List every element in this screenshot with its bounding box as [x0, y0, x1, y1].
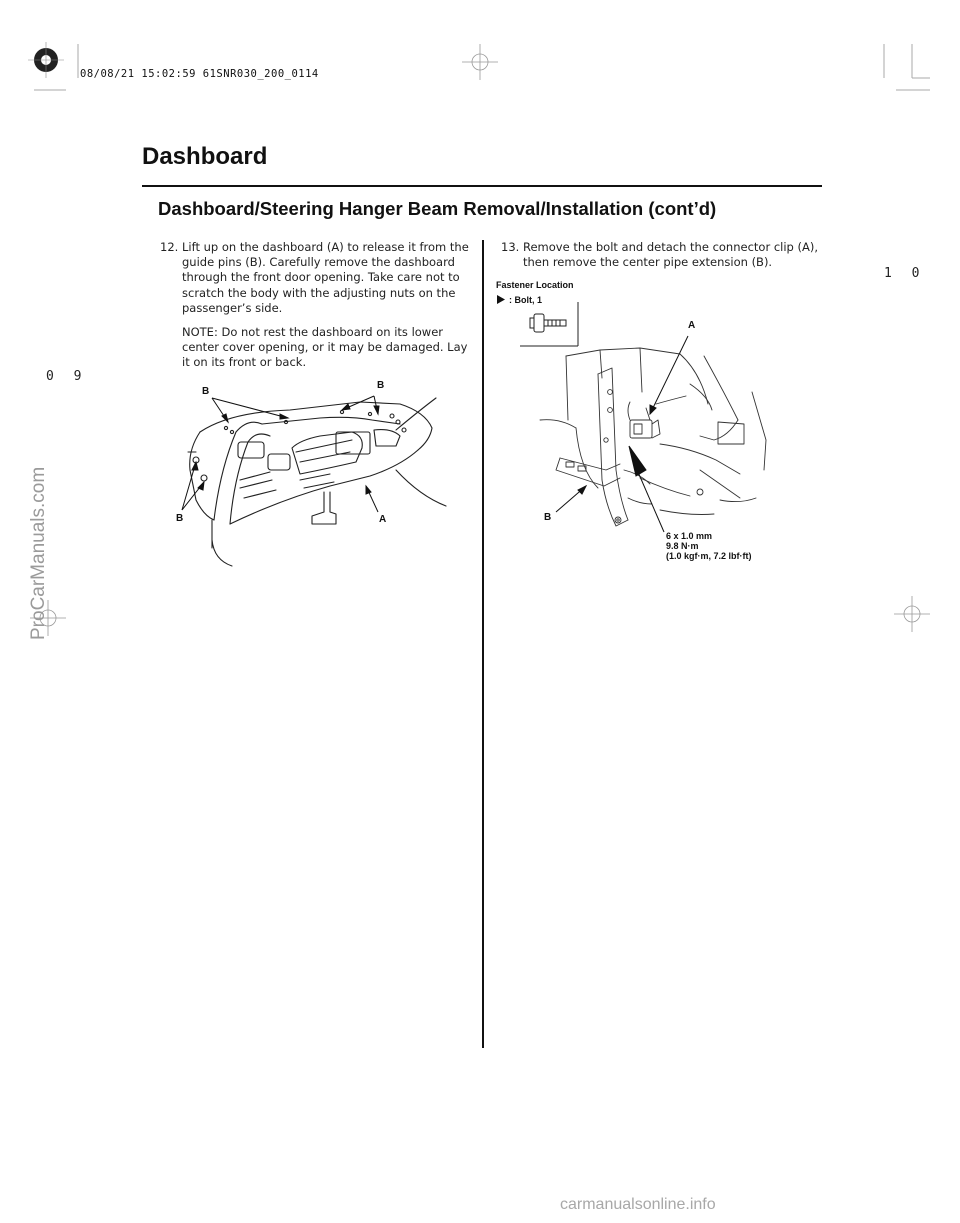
watermark-bottom: carmanualsonline.info — [560, 1196, 716, 1213]
print-stamp: 08/08/21 15:02:59 61SNR030_200_0114 — [80, 68, 319, 80]
right-figure-label-a: A — [688, 320, 696, 331]
torque-size: 6 x 1.0 mm — [666, 531, 713, 541]
left-figure-label-b-top-right: B — [377, 380, 385, 391]
fastener-location-title: Fastener Location — [496, 280, 574, 290]
section-subtitle: Dashboard/Steering Hanger Beam Removal/Installation (cont’d) — [158, 198, 717, 219]
step-12-note: NOTE: Do not rest the dashboard on its lower center cover opening, or it may be damaged. Lay it on its front or back. — [182, 325, 468, 370]
step-12-number: 12. — [160, 240, 179, 254]
left-figure-label-b-top-left: B — [202, 386, 210, 397]
step-13-number: 13. — [501, 240, 520, 254]
step-13-text: Remove the bolt and detach the connector clip (A), then remove the center pipe extension (B). — [523, 240, 818, 270]
margin-number-left: 0 9 — [46, 369, 88, 384]
step-12-text: Lift up on the dashboard (A) to release it from the guide pins (B). Carefully remove the dashboard through the front door opening. Take care not to scratch the body with the adjusting nuts on the passenger’s side. — [182, 240, 469, 315]
torque-newton-meters: 9.8 N·m — [666, 541, 699, 551]
fastener-item-bolt: : Bolt, 1 — [509, 295, 542, 305]
page-title: Dashboard — [142, 143, 268, 170]
right-figure-label-b: B — [544, 512, 552, 523]
margin-number-right: 1 0 — [884, 266, 926, 281]
watermark-side: ProCarManuals.com — [28, 466, 49, 640]
left-figure-label-a: A — [379, 514, 387, 525]
torque-imperial: (1.0 kgf·m, 7.2 lbf·ft) — [666, 551, 752, 561]
left-figure-label-b-bottom-left: B — [176, 513, 184, 524]
